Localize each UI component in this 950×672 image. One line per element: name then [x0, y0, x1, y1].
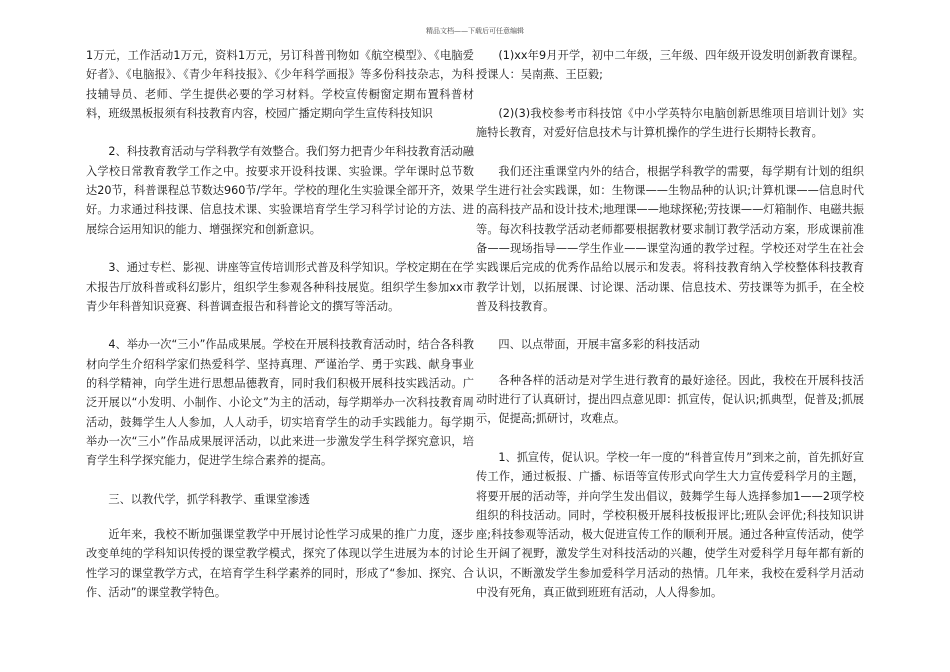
section-heading: 三、以教代学，抓学科教学、重课堂渗透	[108, 492, 310, 506]
left-column	[86, 46, 474, 602]
paragraph: 各种各样的活动是对学生进行教育的最好途径。因此，我校在开展科技活动时进行了认真研讨，提出四点意见即：抓宣传，促认识;抓典型，促普及;抓展示，促提高;抓研讨，攻难点。	[476, 373, 864, 426]
paragraph: 1万元，工作活动1万元，资料1万元，另订科普刊物如《航空模型》、《电脑爱好者》、《电脑报》、《青少年科技报》、《少年科学画报》等多份科技杂志，为科技辅导员、老师、学生提供必要的学习材料。学校宣传橱窗定期布置科普材料，班级黑板报须有科技教育内容，校园广播定期向学生宣传科技知识	[86, 49, 474, 120]
paragraph: 2、科技教育活动与学科教学有效整合。我们努力把青少年科技教育活动融入学校日常教育教学工作之中。按要求开设科技课、实验课。学年课时总节数达20节，科普课程总节数达960节/学年。学校的理化生实验课全部开齐，效果好。力求通过科技课、信息技术课、实验课培育学生学习科学讨论的方法、进展综合运用知识的能力、增强探究和创新意识。	[86, 145, 474, 236]
right-column	[476, 46, 864, 602]
section-heading: 四、以点带面，开展丰富多彩的科技活动	[498, 338, 700, 352]
paragraph: 1、抓宣传，促认识。学校一年一度的“科普宣传月”到来之前，首先抓好宣传工作，通过板报、广播、标语等宣传形式向学生大力宣传爱科学月的主题，将要开展的活动等，并向学生发出倡议，鼓舞学生每人选择参加1——2项学校组织的科技活动。同时，学校积极开展科技板报评比;班队会评优;科技知识讲座;科技参观等活动，极大促进宣传工作的顺利开展。通过各种宣传活动，使学生开阔了视野，激发学生对科技活动的兴趣，使学生对爱科学月每年都有新的认识，不断激发学生参加爱科学月活动的热情。几年来，我校在爱科学月活动中没有死角，真正做到班班有活动，人人得参加。	[476, 450, 864, 600]
paragraph: 4、举办一次“三小”作品成果展。学校在开展科技教育活动时，结合各科教材向学生介绍科学家们热爱科学、坚持真理、严谨治学、勇于实践、献身事业的科学精神，向学生进行思想品德教育，同时我们积极开展科技实践活动。广泛开展以“小发明、小制作、小论文”为主的活动，每学期举办一次科技教育周活动，鼓舞学生人人参加，人人动手，切实培育学生的动手实践能力。每学期举办一次“三小”作品成果展评活动，以此来进一步激发学生科学探究意识，培育学生科学探究能力，促进学生综合素养的提高。	[86, 338, 474, 468]
paragraph: 3、通过专栏、影视、讲座等宣传培训形式普及科学知识。学校定期在在学术报告厅放科普或科幻影片，组织学生参观各种科技展览。组织学生参加xx市青少年科普知识竞赛、科普调查报告和科普论文的撰写等活动。	[86, 261, 474, 313]
paragraph: (2)(3)我校参考市科技馆《中小学英特尔电脑创新思维项目培训计划》实施特长教育，对爱好信息技术与计算机操作的学生进行长期特长教育。	[476, 106, 864, 140]
paragraph: 近年来，我校不断加强课堂教学中开展讨论性学习成果的推广力度，逐步改变单纯的学科知识传授的课堂教学模式，探究了体现以学生进展为本的讨论性学习的课堂教学方式，在培育学生科学素养的同时，形成了“参加、探究、合作、活动”的课堂教学特色。	[86, 528, 474, 600]
paragraph: (1)xx年9月开学，初中二年级，三年级、四年级开设发明创新教育课程。授课人：吴南燕、王臣毅;	[476, 49, 864, 82]
paragraph: 我们还注重课堂内外的结合，根据学科教学的需要，每学期有计划的组织学生进行社会实践课，如：生物课——生物品种的认识;计算机课——信息时代的高科技产品和设计技术;地理课——地球探秘;劳技课——灯箱制作、电磁共振等。每次科技教学活动老师都要根据教材要求制订教学活动方案，形成课前准备——现场指导——学生作业——课堂沟通的教学过程。学校还对学生在社会实践课后完成的优秀作品给以展示和发表。将科技教育纳入学校整体科技教育教学计划，以拓展课、讨论课、活动课、信息技术、劳技课等为抓手，在全校普及科技教育。	[476, 164, 864, 313]
page-header: 精品文档——下载后可任意编辑	[426, 27, 524, 35]
